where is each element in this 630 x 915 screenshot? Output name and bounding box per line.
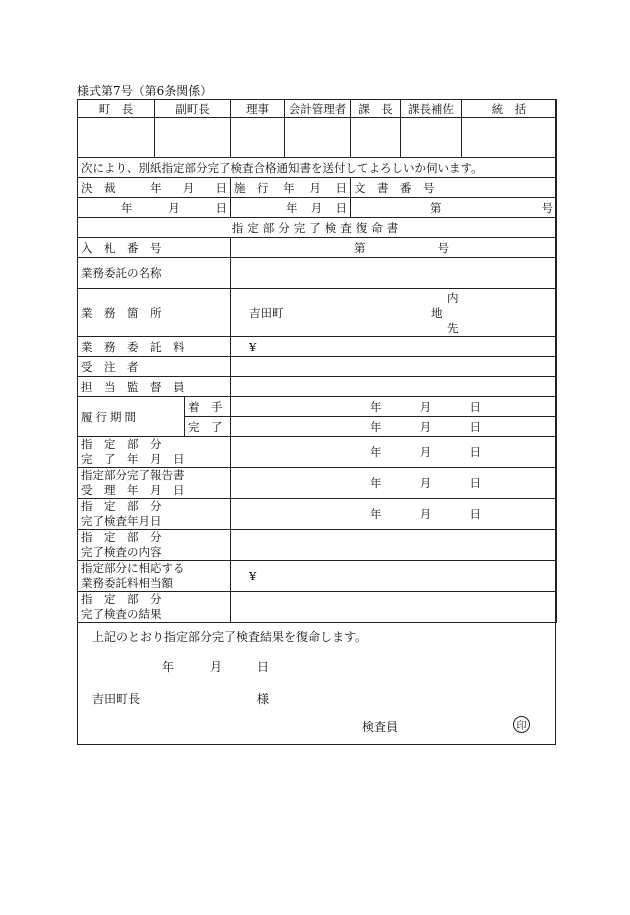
field-label: 完 了 年 月 日 bbox=[81, 452, 185, 466]
field-label: 業務委託の名称 bbox=[78, 258, 231, 289]
form-table bbox=[77, 99, 557, 623]
supervisor-value[interactable] bbox=[231, 377, 557, 397]
period-end-day: 日 bbox=[469, 419, 481, 434]
footer-month: 月 bbox=[210, 660, 223, 674]
stamp-cell[interactable] bbox=[285, 118, 351, 158]
footer-year: 年 bbox=[162, 660, 175, 674]
location-row bbox=[78, 289, 557, 337]
enforce-day: 日 bbox=[335, 180, 347, 195]
fee-row bbox=[78, 337, 557, 357]
footer-inspector: 検査員 bbox=[362, 720, 399, 734]
period-start-label: 着 手 bbox=[185, 397, 231, 417]
fee-yen: ¥ bbox=[231, 337, 557, 357]
field-label: 完了検査の結果 bbox=[81, 607, 162, 621]
docno-label: 文 書 番 号 bbox=[351, 178, 557, 198]
inspection-month: 月 bbox=[419, 507, 432, 521]
approval-header: 理事 bbox=[231, 100, 285, 118]
completion-month: 月 bbox=[419, 445, 432, 459]
form-number-title: 様式第7号（第6条関係） bbox=[77, 84, 213, 98]
docno-suffix: 号 bbox=[541, 200, 553, 215]
completion-year: 年 bbox=[370, 445, 382, 459]
stamp-cell[interactable] bbox=[155, 118, 231, 158]
approval-header: 副町長 bbox=[155, 100, 231, 118]
approval-header: 課 長 bbox=[351, 100, 401, 118]
received-day: 日 bbox=[469, 476, 481, 490]
period-label: 履行期間 bbox=[78, 397, 185, 437]
enforce-date-year: 年 bbox=[286, 200, 298, 215]
location-saki: 先 bbox=[447, 321, 459, 335]
footer-mayor: 吉田町長 bbox=[92, 692, 141, 706]
equivalent-amount-yen: ¥ bbox=[231, 561, 557, 592]
period-start-month: 月 bbox=[419, 399, 432, 414]
period-start-row bbox=[78, 397, 557, 417]
decision-year: 年 bbox=[150, 180, 162, 195]
field-label: 完了検査の内容 bbox=[81, 545, 162, 559]
inspection-day: 日 bbox=[469, 507, 481, 521]
seal-mark: 印 bbox=[513, 716, 530, 733]
field-label: 業 務 委 託 料 bbox=[78, 337, 231, 357]
approval-header-row bbox=[78, 100, 557, 118]
docno-prefix: 第 bbox=[430, 200, 442, 215]
location-chi: 地 bbox=[431, 306, 443, 320]
stamp-cell[interactable] bbox=[351, 118, 401, 158]
contract-name-row bbox=[78, 258, 557, 289]
field-label: 業務委託料相当額 bbox=[81, 576, 173, 590]
stamp-cell[interactable] bbox=[462, 118, 557, 158]
inspection-content-row bbox=[78, 530, 557, 561]
report-received-row bbox=[78, 468, 557, 499]
field-label: 受 理 年 月 日 bbox=[81, 483, 185, 497]
decision-date-month: 月 bbox=[168, 200, 180, 215]
contractor-row bbox=[78, 357, 557, 377]
request-text: 次により、別紙指定部分完了検査合格通知書を送付してよろしいか伺います。 bbox=[78, 158, 557, 178]
period-end-year: 年 bbox=[370, 419, 382, 434]
enforce-date-day: 日 bbox=[335, 200, 347, 215]
field-label: 受 注 者 bbox=[78, 357, 231, 377]
bid-no-prefix: 第 bbox=[354, 240, 366, 255]
decision-date-year: 年 bbox=[121, 200, 133, 215]
field-label: 指 定 部 分 bbox=[81, 530, 162, 544]
field-label: 指 定 部 分 bbox=[81, 499, 162, 513]
stamp-cell[interactable] bbox=[78, 118, 155, 158]
inspection-result-row bbox=[78, 592, 557, 623]
approval-header: 統 括 bbox=[462, 100, 557, 118]
document-title: 指定部分完了検査復命書 bbox=[78, 218, 557, 238]
field-label: 指定部分完了報告書 bbox=[81, 468, 185, 482]
location-town: 吉田町 bbox=[249, 306, 284, 320]
field-label: 入 札 番 号 bbox=[78, 238, 231, 258]
contract-name-value[interactable] bbox=[231, 258, 557, 289]
equivalent-amount-row bbox=[78, 561, 557, 592]
period-end-label: 完 了 bbox=[185, 417, 231, 437]
received-year: 年 bbox=[370, 476, 382, 490]
date-entry-row bbox=[78, 198, 557, 218]
period-start-year: 年 bbox=[370, 399, 382, 414]
location-inner: 内 bbox=[447, 291, 459, 305]
approval-stamp-row bbox=[78, 118, 557, 158]
field-label: 指 定 部 分 bbox=[81, 592, 162, 606]
inspection-date-row bbox=[78, 499, 557, 530]
decision-day: 日 bbox=[215, 180, 227, 195]
supervisor-row bbox=[78, 377, 557, 397]
period-start-day: 日 bbox=[469, 399, 481, 414]
footer-day: 日 bbox=[257, 660, 270, 674]
stamp-cell[interactable] bbox=[231, 118, 285, 158]
approval-header: 会計管理者 bbox=[285, 100, 351, 118]
completion-date-row bbox=[78, 437, 557, 468]
bid-no-suffix: 号 bbox=[437, 240, 449, 255]
bid-number-row bbox=[78, 238, 557, 258]
field-label: 完了検査年月日 bbox=[81, 514, 162, 528]
enforce-label: 施 行 bbox=[234, 180, 269, 195]
decision-label: 決 裁 bbox=[81, 180, 116, 195]
approval-header: 課長補佐 bbox=[401, 100, 462, 118]
footer-honorific: 様 bbox=[257, 692, 270, 706]
field-label: 指定部分に相応する bbox=[81, 561, 185, 575]
field-label: 業 務 箇 所 bbox=[78, 289, 231, 337]
stamp-cell[interactable] bbox=[401, 118, 462, 158]
decision-month: 月 bbox=[182, 180, 195, 195]
received-month: 月 bbox=[419, 476, 432, 490]
contractor-value[interactable] bbox=[231, 357, 557, 377]
enforce-date-month: 月 bbox=[310, 200, 323, 215]
decision-date-day: 日 bbox=[215, 200, 227, 215]
enforce-month: 月 bbox=[309, 180, 321, 195]
inspection-content-value[interactable] bbox=[231, 530, 557, 561]
field-label: 指 定 部 分 bbox=[81, 437, 162, 451]
enforce-year: 年 bbox=[283, 180, 295, 195]
completion-day: 日 bbox=[469, 445, 481, 459]
period-end-month: 月 bbox=[419, 419, 432, 434]
inspection-result-value[interactable] bbox=[231, 592, 557, 623]
footer-statement: 上記のとおり指定部分完了検査結果を復命します。 bbox=[92, 630, 368, 644]
approval-header: 町 長 bbox=[78, 100, 155, 118]
inspection-year: 年 bbox=[370, 507, 382, 521]
decision-row bbox=[78, 178, 557, 198]
field-label: 担 当 監 督 員 bbox=[78, 377, 231, 397]
